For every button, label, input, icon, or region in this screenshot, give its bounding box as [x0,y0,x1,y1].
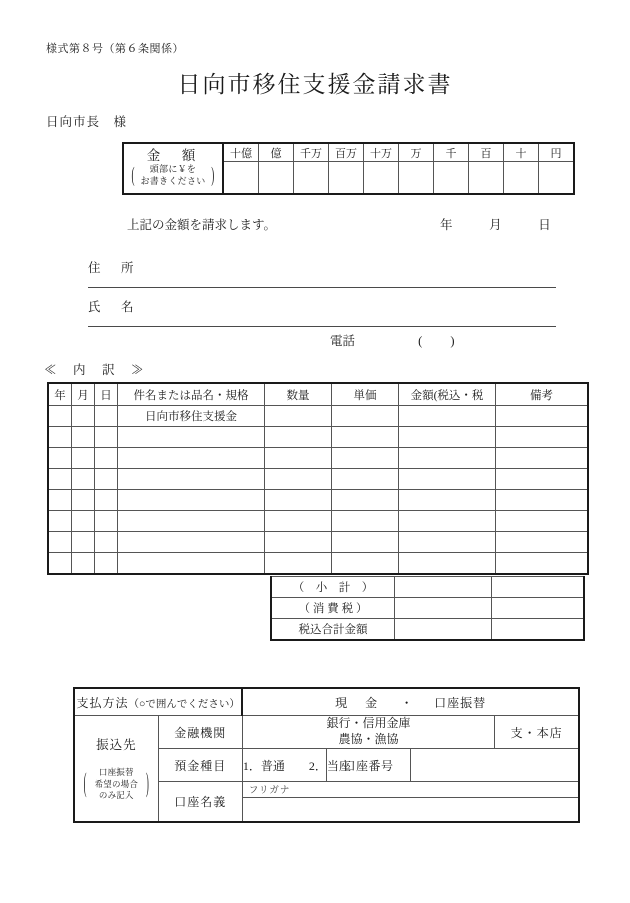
table-row [48,511,588,532]
amount-input-oku[interactable] [259,162,294,195]
subtotal-label: （ 小 計 ） [271,577,395,598]
bank-kind-line2: 農協・漁協 [338,732,399,746]
grand-total-remarks[interactable] [492,619,585,641]
account-name-label: 口座名義 [158,782,242,823]
form-number: 様式第８号（第６条関係） [46,43,184,55]
transfer-note-line1: 口座振替 [98,767,134,778]
column-header-unit-price: 単価 [332,383,399,406]
table-row [48,427,588,448]
amount-input-ju[interactable] [504,162,539,195]
bank-branch-label[interactable]: 支・本店 [495,716,579,749]
cell-year[interactable] [48,532,72,553]
amount-unit-hyakuman: 百万 [329,143,364,162]
cell-day[interactable] [95,448,118,469]
payment-option-transfer[interactable]: 口座振替 [434,695,487,710]
cell-day[interactable] [95,406,118,427]
name-label: 氏 名 [88,300,138,314]
totals-row-tax [271,598,584,619]
cell-quantity[interactable] [265,469,332,490]
cell-remarks[interactable] [496,427,589,448]
breakdown-header-row [48,383,588,406]
amount-note-line1: 頭部に￥を [149,164,197,175]
page-title: 日向市移住支援金請求書 [177,72,453,97]
totals-row-subtotal [271,577,584,598]
totals-table [270,576,585,641]
cell-day[interactable] [95,553,118,575]
amount-input-man[interactable] [399,162,434,195]
claim-month-label: 月 [489,218,502,232]
cell-year[interactable] [48,469,72,490]
cell-month[interactable] [72,406,95,427]
grand-total-label: 税込合計金額 [271,619,395,641]
amount-unit-ju: 十 [504,143,539,162]
amount-input-sen[interactable] [434,162,469,195]
amount-unit-hyaku: 百 [469,143,504,162]
account-number-label: 口座番号 [326,749,410,782]
bank-row [74,716,579,749]
cell-month[interactable] [72,448,95,469]
cell-month[interactable] [72,469,95,490]
cell-remarks[interactable] [496,490,589,511]
cell-day[interactable] [95,511,118,532]
transfer-note-line3: のみ記入 [98,789,134,800]
tax-remarks[interactable] [492,598,585,619]
amount-label: 金 額 [146,147,200,163]
cell-day[interactable] [95,532,118,553]
telephone-paren-close: ) [450,334,455,348]
cell-remarks[interactable] [496,553,589,575]
transfer-destination-note [83,767,151,801]
cell-amount[interactable] [399,511,496,532]
cell-month[interactable] [72,532,95,553]
cell-remarks[interactable] [496,532,589,553]
column-header-amount: 金額(税込・税 [399,383,496,406]
bank-name-cell[interactable] [242,716,494,749]
cell-year[interactable] [48,490,72,511]
bank-kind-line1: 銀行・信用金庫 [326,716,411,731]
payment-method-row [74,688,579,716]
payment-method-options [242,688,579,716]
cell-year[interactable] [48,406,72,427]
amount-input-senman[interactable] [294,162,329,195]
address-label: 住 所 [88,261,138,275]
amount-label-cell [123,143,223,194]
cell-unit-price[interactable] [332,553,399,575]
subtotal-remarks[interactable] [492,577,585,598]
cell-amount[interactable] [399,532,496,553]
table-row [48,406,588,427]
telephone-parenthesis [418,334,454,349]
amount-unit-sen: 千 [434,143,469,162]
cell-remarks[interactable] [496,406,589,427]
cell-unit-price[interactable] [332,490,399,511]
cell-month[interactable] [72,553,95,575]
cell-quantity[interactable] [265,406,332,427]
tax-label: （ 消 費 税 ） [271,598,395,619]
cell-year[interactable] [48,511,72,532]
cell-amount[interactable] [399,490,496,511]
grand-total-amount[interactable] [395,619,492,641]
furigana-label[interactable]: フリガナ [243,782,578,798]
telephone-field[interactable] [330,331,454,349]
payment-option-separator: ・ [400,695,414,710]
cell-month[interactable] [72,427,95,448]
account-name-cell [242,782,579,823]
addressee-label: 日向市長 様 [46,115,128,129]
column-header-quantity: 数量 [265,383,332,406]
claim-date [440,215,584,233]
amount-input-juman[interactable] [364,162,399,195]
cell-quantity[interactable] [265,553,332,575]
cell-remarks[interactable] [496,469,589,490]
cell-amount[interactable] [399,553,496,575]
amount-input-en[interactable] [539,162,575,195]
cell-item[interactable] [118,469,265,490]
cell-quantity[interactable] [265,532,332,553]
cell-item[interactable] [118,490,265,511]
amount-unit-oku10: 十億 [223,143,259,162]
cell-amount[interactable] [399,469,496,490]
tax-amount[interactable] [395,598,492,619]
cell-quantity[interactable] [265,490,332,511]
payment-table [73,687,580,823]
subtotal-amount[interactable] [395,577,492,598]
amount-unit-row [123,143,574,162]
claim-day-label: 日 [538,218,551,232]
cell-unit-price[interactable] [332,448,399,469]
amount-note [129,164,216,187]
table-row [48,490,588,511]
column-header-month: 月 [72,383,95,406]
cell-unit-price[interactable] [332,532,399,553]
name-field[interactable] [88,297,556,327]
table-row [48,532,588,553]
table-row [48,553,588,575]
transfer-destination-label: 振込先 [96,738,137,753]
cell-item[interactable] [118,448,265,469]
column-header-item: 件名または品名・規格 [118,383,265,406]
table-row [48,469,588,490]
deposit-type-label: 預金種目 [158,749,242,782]
telephone-paren-open: ( [418,334,423,348]
payment-method-label: 支払方法 [76,695,129,710]
transfer-destination-cell [74,716,158,823]
amount-table [122,142,575,195]
cell-quantity[interactable] [265,448,332,469]
account-name-value[interactable] [243,798,578,821]
cell-unit-price[interactable] [332,427,399,448]
amount-unit-senman: 千万 [294,143,329,162]
cell-day[interactable] [95,427,118,448]
totals-row-grand-total [271,619,584,641]
cell-remarks[interactable] [496,448,589,469]
column-header-remarks: 備考 [496,383,589,406]
cell-year[interactable] [48,553,72,575]
cell-quantity[interactable] [265,511,332,532]
cell-item[interactable] [118,532,265,553]
cell-amount[interactable] [399,427,496,448]
bank-label: 金融機関 [158,716,242,749]
cell-month[interactable] [72,490,95,511]
payment-method-hint: （○で囲んでください） [128,698,240,710]
amount-unit-oku: 億 [259,143,294,162]
cell-quantity[interactable] [265,427,332,448]
amount-input-hyakuman[interactable] [329,162,364,195]
cell-amount[interactable] [399,448,496,469]
deposit-type-options[interactable]: 1．普通 2．当座 [242,749,326,782]
breakdown-table [47,382,589,575]
cell-item[interactable] [118,511,265,532]
cell-item[interactable] [118,553,265,575]
address-field[interactable] [88,258,556,288]
table-row [48,448,588,469]
amount-unit-man: 万 [399,143,434,162]
cell-unit-price[interactable] [332,469,399,490]
payment-option-cash[interactable]: 現 金 [335,695,381,710]
telephone-label: 電話 [330,334,356,348]
claim-year-label: 年 [440,218,453,232]
cell-year[interactable] [48,427,72,448]
cell-item[interactable] [118,427,265,448]
cell-amount[interactable] [399,406,496,427]
column-header-year: 年 [48,383,72,406]
amount-note-line2: お書きください [140,175,206,186]
cell-day[interactable] [95,469,118,490]
cell-remarks[interactable] [496,511,589,532]
cell-year[interactable] [48,448,72,469]
cell-unit-price[interactable] [332,511,399,532]
column-header-day: 日 [95,383,118,406]
cell-item[interactable]: 日向市移住支援金 [118,406,265,427]
amount-input-hyaku[interactable] [469,162,504,195]
breakdown-heading: ≪ 内 訳 ≫ [44,363,146,377]
cell-day[interactable] [95,490,118,511]
amount-input-oku10[interactable] [223,162,259,195]
payment-method-label-cell [74,688,242,716]
amount-unit-en: 円 [539,143,575,162]
claim-statement: 上記の金額を請求します。 [127,218,277,232]
cell-month[interactable] [72,511,95,532]
amount-unit-juman: 十万 [364,143,399,162]
account-number-value[interactable] [411,749,579,782]
transfer-note-line2: 希望の場合 [94,778,139,789]
cell-unit-price[interactable] [332,406,399,427]
